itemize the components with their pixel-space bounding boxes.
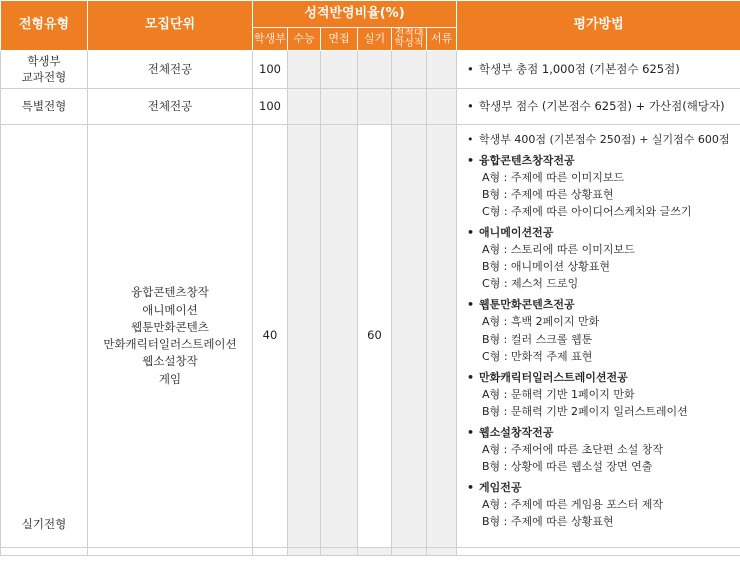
- ratio-cell: [321, 89, 358, 125]
- row-eval: [457, 125, 740, 548]
- unit-item: 만화캐릭터일러스트레이션: [103, 337, 237, 351]
- ratio-cell: [427, 89, 457, 125]
- unit-item: 애니메이션: [142, 302, 198, 317]
- major-title: • 웹툰만화콘텐츠전공: [465, 296, 736, 313]
- empty-cell: [321, 548, 358, 556]
- major-item: B형 : 주제에 따른 상황표현: [482, 188, 614, 202]
- unit-item: 웹소설창작: [142, 354, 198, 369]
- empty-cell: [427, 548, 457, 556]
- empty-cell: [358, 548, 392, 556]
- row-unit: 전체전공: [88, 89, 253, 125]
- major-title: • 웹소설창작전공: [465, 424, 736, 441]
- header-ratio-col: 전적대 학성적: [392, 28, 427, 51]
- major-item: A형 : 스토리에 따른 이미지보드: [482, 243, 635, 257]
- unit-item: 웹툰만화콘텐츠: [131, 319, 209, 334]
- ratio-cell: [288, 89, 321, 125]
- table-row-practical: [1, 125, 740, 548]
- major-item: B형 : 컬러 스크롤 웹툰: [482, 332, 593, 346]
- ratio-cell: [392, 125, 427, 548]
- ratio-cell: 100: [253, 51, 288, 89]
- ratio-cell: [288, 125, 321, 548]
- header-unit: 모집단위: [88, 1, 253, 51]
- empty-cell: [88, 548, 253, 556]
- major-item: A형 : 문해력 기반 1페이지 만화: [482, 387, 635, 401]
- ratio-cell: [427, 125, 457, 548]
- row-type: 학생부 교과전형: [1, 51, 88, 89]
- major-item: C형 : 주제에 따른 아이디어스케치와 글쓰기: [482, 205, 692, 219]
- ratio-cell: [321, 51, 358, 89]
- empty-cell: [253, 548, 288, 556]
- major-item: B형 : 문해력 기반 2페이지 일러스트레이션: [482, 404, 688, 418]
- ratio-cell: 60: [358, 125, 392, 548]
- row-eval: [457, 89, 740, 125]
- major-title: • 융합콘텐츠창작전공: [465, 152, 736, 169]
- ratio-cell: [288, 51, 321, 89]
- ratio-cell: [427, 51, 457, 89]
- major-item: C형 : 제스처 드로잉: [482, 277, 579, 291]
- row-unit: 전체전공: [88, 51, 253, 89]
- ratio-cell: 40: [253, 125, 288, 548]
- header-eval: 평가방법: [457, 1, 740, 51]
- header-ratio-col: 수능: [288, 28, 321, 51]
- row-eval: [457, 51, 740, 89]
- table-row: [1, 51, 740, 89]
- row-unit-list: [88, 125, 253, 548]
- header-ratio-col: 면접: [321, 28, 358, 51]
- empty-cell: [392, 548, 427, 556]
- major-item: B형 : 상황에 따른 웹소설 장면 연출: [482, 459, 653, 473]
- major-title: • 게임전공: [465, 479, 736, 496]
- ratio-cell: [358, 89, 392, 125]
- row-type: 실기전형: [1, 125, 88, 548]
- unit-item: 융합콘텐츠창작: [131, 285, 209, 300]
- ratio-cell: [392, 89, 427, 125]
- major-title: • 애니메이션전공: [465, 224, 736, 241]
- major-item: A형 : 주제에 따른 이미지보드: [482, 171, 625, 185]
- major-title: • 만화캐릭터일러스트레이션전공: [465, 369, 736, 386]
- eval-text: • 학생부 총점 1,000점 (기본점수 625점): [465, 61, 740, 78]
- ratio-cell: 100: [253, 89, 288, 125]
- empty-cell: [288, 548, 321, 556]
- empty-cell: [457, 548, 740, 556]
- major-item: B형 : 애니메이션 상황표현: [482, 260, 611, 274]
- header-type: 전형유형: [1, 1, 88, 51]
- ratio-cell: [392, 51, 427, 89]
- header-ratio: 성적반영비율(%): [253, 1, 457, 28]
- major-item: A형 : 흑백 2페이지 만화: [482, 315, 600, 329]
- major-item: A형 : 주제어에 따른 초단편 소설 창작: [482, 442, 663, 456]
- empty-cell: [1, 548, 88, 556]
- eval-text: • 학생부 점수 (기본점수 625점) + 가산점(해당자): [465, 98, 740, 115]
- table-row: [1, 89, 740, 125]
- table-row-partial: [1, 548, 740, 556]
- eval-block: [457, 125, 740, 536]
- header-ratio-col: 학생부: [253, 28, 288, 51]
- ratio-cell: [321, 125, 358, 548]
- major-item: C형 : 만화적 주제 표현: [482, 349, 593, 363]
- header-ratio-col: 실기: [358, 28, 392, 51]
- major-item: A형 : 주제에 따른 게임용 포스터 제작: [482, 497, 663, 511]
- header-ratio-col: 서류: [427, 28, 457, 51]
- major-item: B형 : 주제에 따른 상황표현: [482, 514, 614, 528]
- eval-intro: • 학생부 400점 (기본점수 250점) + 실기점수 600점: [465, 131, 736, 148]
- unit-item: 게임: [158, 371, 182, 386]
- row-type: 특별전형: [1, 89, 88, 125]
- ratio-cell: [358, 51, 392, 89]
